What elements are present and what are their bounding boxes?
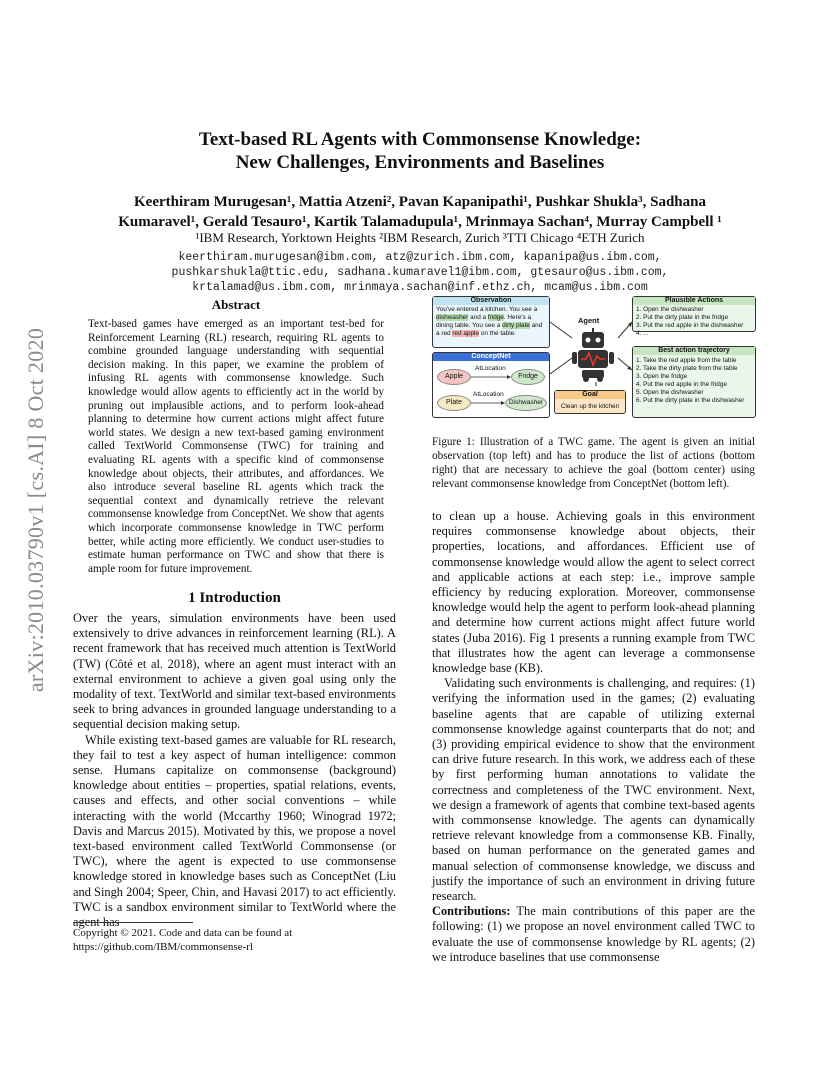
- obs-and: and a: [468, 314, 488, 321]
- authors-line-2: Kumaravel¹, Gerald Tesauro¹, Kartik Talamadupula¹, Mrinmaya Sachan⁴, Murray Campbell ¹: [118, 214, 722, 230]
- node-dishwasher: Dishwasher: [505, 395, 547, 411]
- right-column-body: [432, 509, 755, 965]
- best-list: [636, 357, 753, 405]
- conceptnet-title: ConceptNet: [433, 353, 549, 361]
- figure-caption: Figure 1: Illustration of a TWC game. The agent is given an initial observation (top left) and has to produce the list of actions (bottom right) that are necessary to achieve the goal (bottom center) using relevant commonsense knowledge from ConceptNet (bottom left).: [432, 436, 755, 490]
- plausible-item: 2. Put the dirty plate in the fridge: [636, 314, 729, 321]
- node-plate: Plate: [437, 395, 471, 411]
- right-paragraph-1: to clean up a house. Achieving goals in this environment requires commonsense knowledge about objects, their properties, locations, and affordances. Efficient use of commonsense knowledge would allow the agent to select correct and applicable actions at each step: i.e., improve sample efficiency by reducing exploration. Moreover, commonsense knowledge would help the agent to perform look-ahead planning and determine how current actions might affect future world states (Juba 2016). Fig 1 presents a running example from TWC that illustrates how the agent can leverage a commonsense knowledge base (KB).: [432, 509, 755, 676]
- paper-title: [120, 128, 720, 174]
- node-apple: Apple: [437, 369, 471, 385]
- abstract-heading: Abstract: [211, 297, 261, 312]
- figure-1: [432, 296, 756, 420]
- plausible-item: 3. Put the red apple in the dishwasher: [636, 322, 744, 329]
- obs-dishwasher: dishwasher: [436, 314, 469, 321]
- best-title: Best action trajectory: [633, 347, 755, 355]
- emails-line-3: krtalamad@us.ibm.com, mrinmaya.sachan@inf.ethz.ch, mcam@us.ibm.com: [192, 281, 648, 294]
- authors-line-1: Keerthiram Murugesan¹, Mattia Atzeni², Pavan Kapanipathi¹, Pushkar Shukla³, Sadhana: [134, 194, 706, 210]
- conceptnet-edges: [433, 353, 551, 419]
- conceptnet-box: [432, 352, 550, 418]
- best-item: 5. Open the dishwasher: [636, 389, 704, 396]
- contributions-text: The main contributions of this paper are the following: (1) we propose an novel environment called TWC to evaluate the use of commonsense knowledge by RL agents; (2) we introduce baselines that use commonsense: [432, 904, 755, 964]
- obs-red-apple: red apple: [452, 330, 479, 337]
- title-line-1: Text-based RL Agents with Commonsense Knowledge:: [198, 129, 642, 150]
- title-line-2: New Challenges, Environments and Baselines: [235, 152, 605, 173]
- agent-label: Agent: [578, 316, 600, 325]
- goal-box: [554, 390, 626, 414]
- obs-fridge: fridge: [487, 314, 504, 321]
- intro-paragraph-1: Over the years, simulation environments have been used extensively to drive advances in reinforcement learning (RL). A recent framework that has received much attention is TextWorld (TW) (Côté et al. 2018), where an agent must interact with an external environment to achieve a given goal using only the modality of text. TextWorld and similar text-based environments seek to bring advances in grounded language understanding to a sequential decision making setup.: [73, 611, 396, 732]
- emails-line-2: pushkarshukla@ttic.edu, sadhana.kumaravel1@ibm.com, gtesauro@us.ibm.com,: [171, 266, 669, 279]
- plausible-title: Plausible Actions: [633, 297, 755, 305]
- affiliations: ¹IBM Research, Yorktown Heights ²IBM Research, Zurich ³TTI Chicago ⁴ETH Zurich: [195, 230, 645, 245]
- goal-title: Goal: [555, 391, 625, 399]
- obs-mid: . Here's a dining table. You see a: [436, 314, 532, 329]
- intro-paragraph-2: While existing text-based games are valuable for RL research, they fail to test a key aspect of human intelligence: common sense. Humans capitalize on commonsense (background) knowledge about entities – properties, spatial relations, events, causes and effects, and other social conventions – while interacting with the world (Mccarthy 1960; Winograd 1972; Davis and Marcus 2015). Motivated by this, we propose a novel text-based environment called TextWorld Commonsense (or TWC), where the agent is expected to use commonsense knowledge stored in knowledge bases such as ConceptNet (Liu and Singh 2004; Speer, Chin, and Havasi 2017) to act efficiently. TWC is a sandbox environment similar to TextWorld where the agent has: [73, 732, 396, 930]
- plausible-actions-box: [632, 296, 756, 337]
- plausible-item: 1. Open the dishwasher: [636, 306, 704, 313]
- best-item: 1. Take the red apple from the table: [636, 357, 737, 364]
- plausible-item: 4. ...: [636, 330, 649, 337]
- best-item: 6. Put the dirty plate in the dishwasher: [636, 397, 745, 404]
- obs-and2: and a red: [436, 322, 543, 337]
- relation-label: AtLocation: [475, 365, 506, 372]
- best-item: 4. Put the red apple in the fridge: [636, 381, 727, 388]
- arxiv-stamp: arXiv:2010.03790v1 [cs.AI] 8 Oct 2020: [23, 327, 48, 693]
- observation-title: Observation: [433, 297, 549, 305]
- obs-text-a: You've entered a kitchen. You see a: [436, 306, 538, 313]
- introduction-body: [73, 611, 396, 930]
- contributions-paragraph: [432, 904, 755, 965]
- relation-label: AtLocation: [473, 391, 504, 398]
- right-paragraph-2: Validating such environments is challenging, and requires: (1) verifying the information used in the games; (2) evaluating baseline agents that are capable of utilizing external commonsense knowledge against counterparts that do not; and (3) providing empirical evidence to show that the environment can drive future research. In this work, we address each of these by first performing human annotations to validate the correctness and completeness of the TWC environment. Next, we design a framework of agents that combine text-based agents with commonsense knowledge. The agents can dynamically retrieve relevant knowledge from a commonsense KB. Finally, based on human performance on the generated games and manual selection of commonsense knowledge, we discuss and justify the importance of such an environment in driving future research.: [432, 676, 755, 904]
- section-heading-introduction: 1 Introduction: [188, 590, 281, 606]
- best-item: 3. Open the fridge: [636, 373, 688, 380]
- footnote-rule: [73, 922, 193, 923]
- emails: [70, 250, 770, 295]
- plausible-list: [636, 306, 753, 338]
- node-fridge: Fridge: [511, 369, 545, 385]
- contributions-heading: Contributions:: [432, 904, 511, 919]
- authors: [70, 192, 770, 232]
- best-trajectory-box: [632, 346, 756, 418]
- obs-end: on the table.: [479, 330, 516, 337]
- abstract-text: Text-based games have emerged as an important test-bed for Reinforcement Learning (RL) research, requiring RL agents to combine grounded language understanding with sequential decision making. In this paper, we examine the problem of infusing RL agents with commonsense knowledge. Such knowledge would allow agents to efficiently act in the world by pruning out implausible actions, and to perform look-ahead planning to determine how current actions might affect future world states. We design a new text-based gaming environment called TextWorld Commonsense (TWC) for training and evaluating RL agents with a specific kind of commonsense knowledge about objects, their attributes, and affordances. We also introduce several baseline RL agents which track the sequential context and dynamically retrieve the relevant commonsense knowledge from ConceptNet. We show that agents which incorporate commonsense knowledge in TWC perform better, while acting more efficiently. We conduct user-studies to estimate human performance on TWC and show that there is ample room for future improvement.: [88, 318, 384, 575]
- emails-line-1: keerthiram.murugesan@ibm.com, atz@zurich.ibm.com, kapanipa@us.ibm.com,: [178, 251, 662, 264]
- goal-text: Clean up the kitchen: [560, 403, 620, 410]
- footnote: Copyright © 2021. Code and data can be found at https://github.com/IBM/commonsense-rl: [73, 927, 293, 953]
- obs-dirty-plate: dirty plate: [502, 322, 530, 329]
- best-item: 2. Take the dirty plate from the table: [636, 365, 738, 372]
